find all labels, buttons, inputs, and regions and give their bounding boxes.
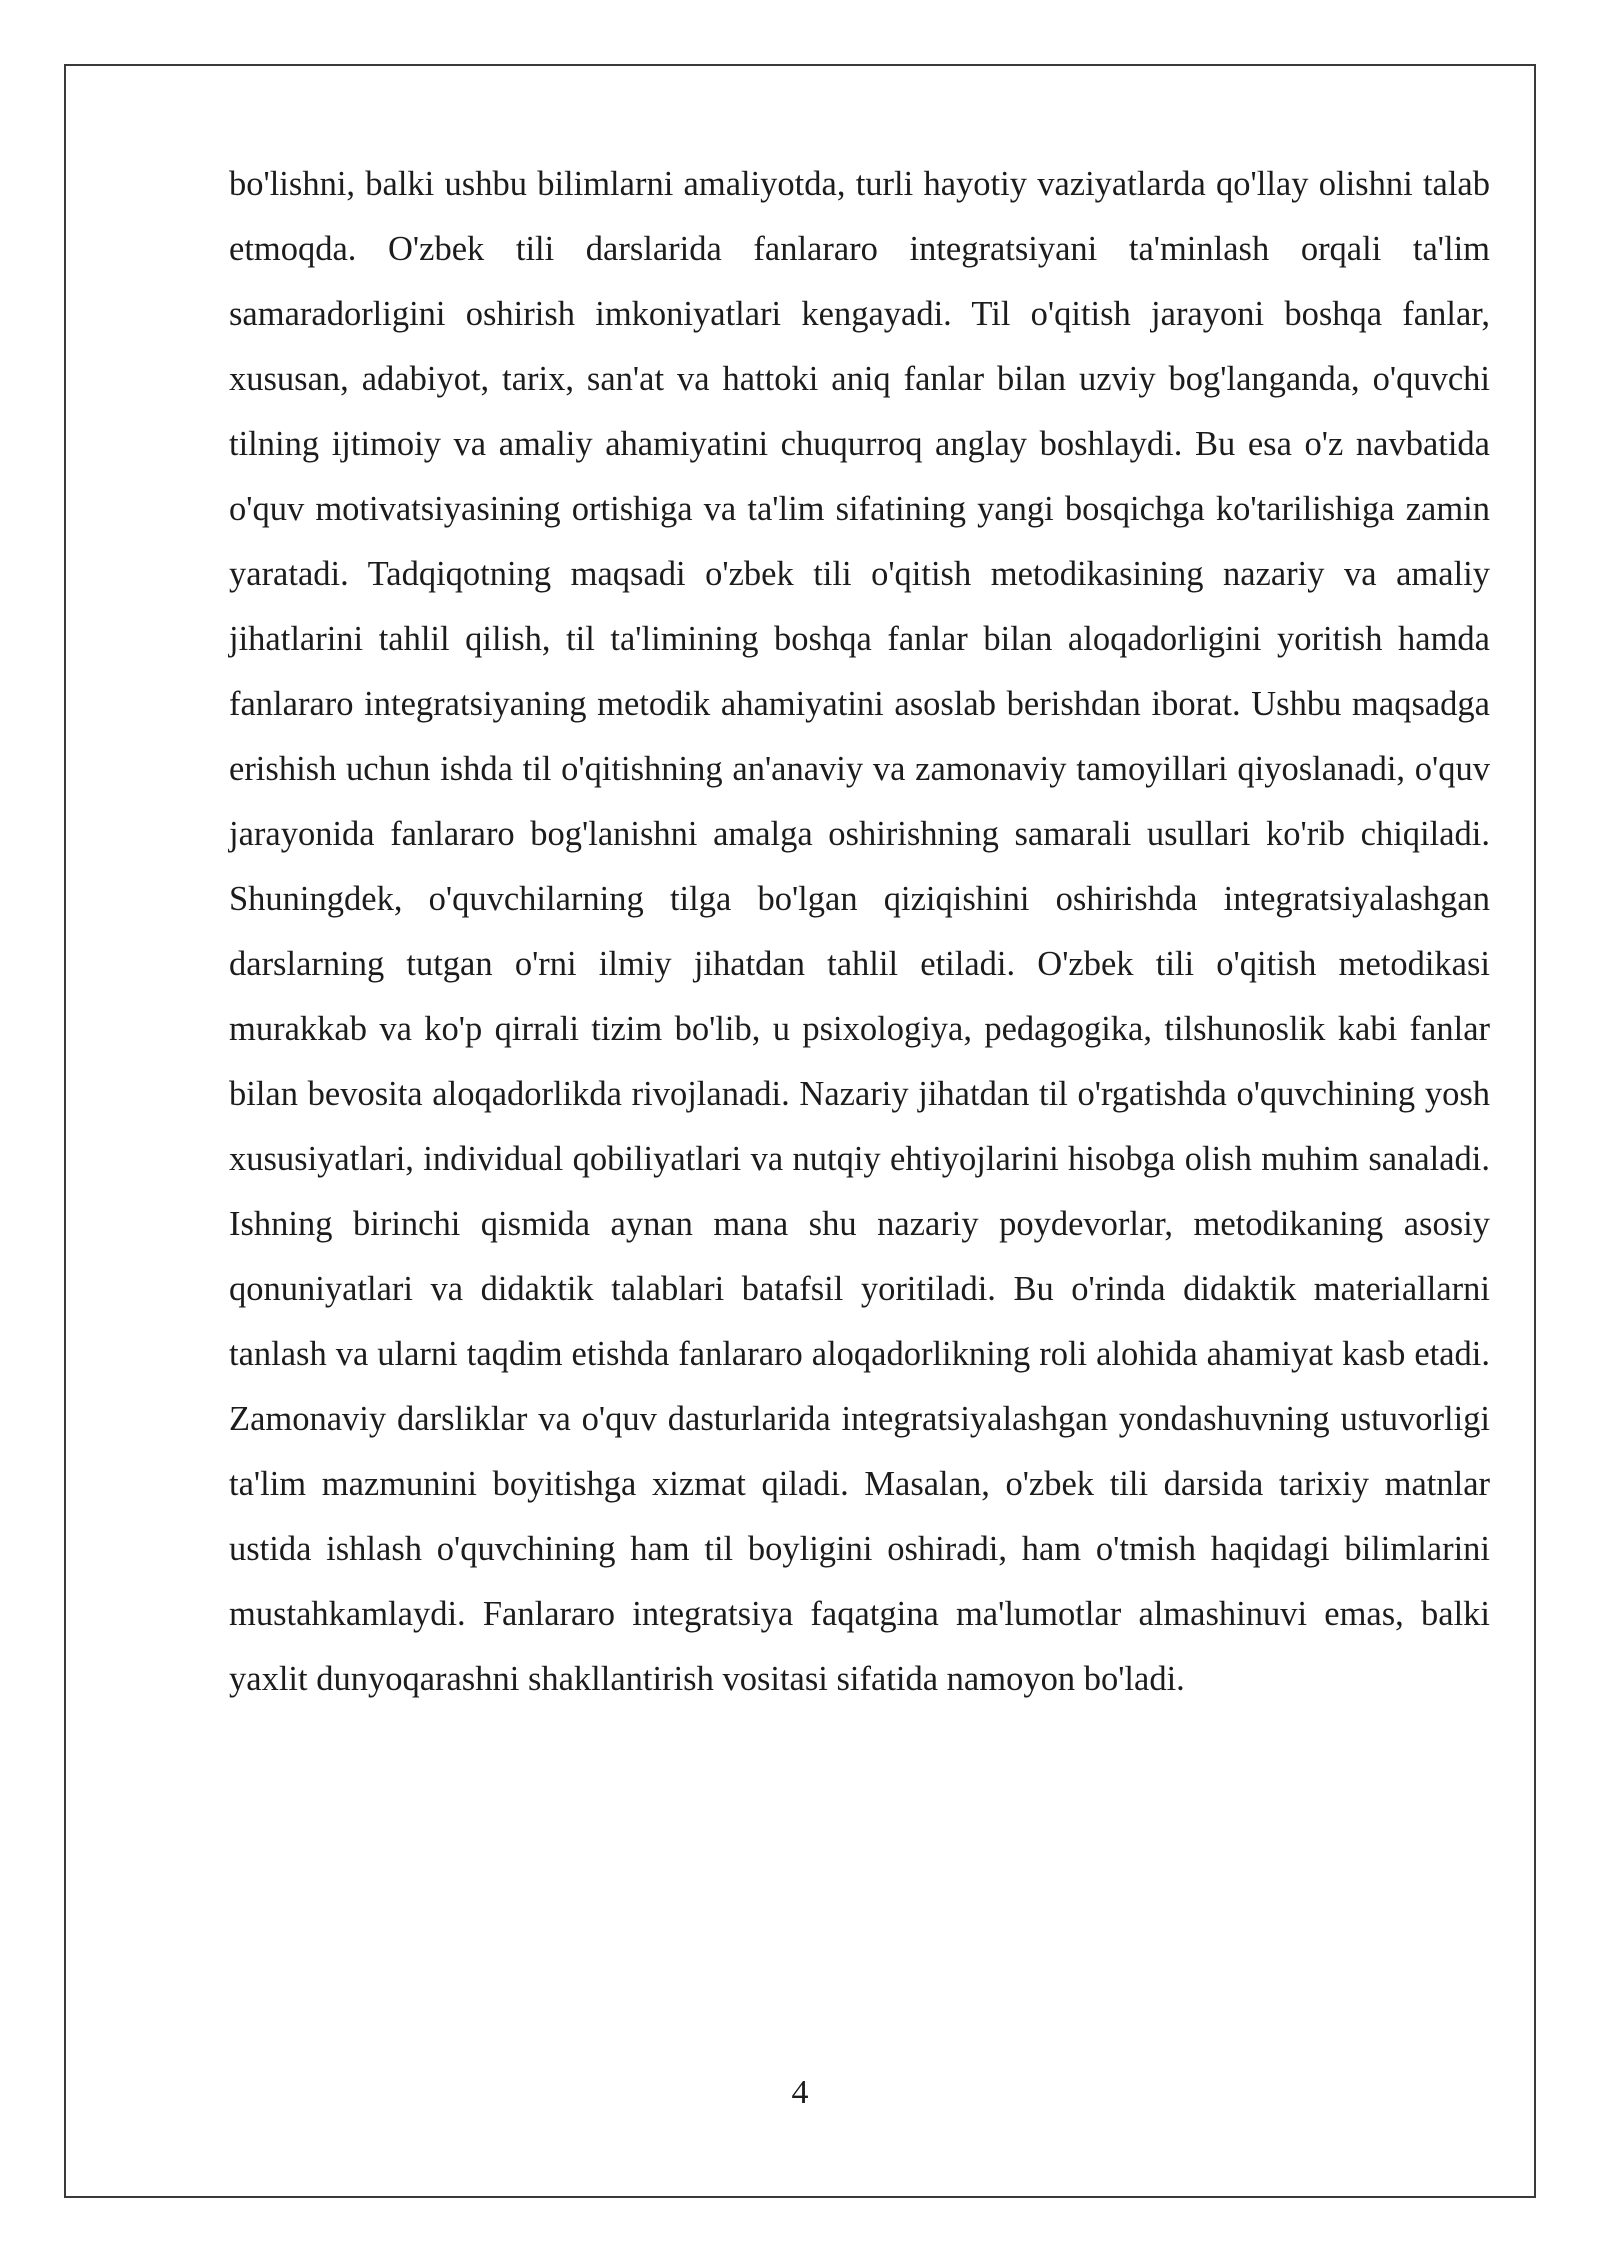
page-number: 4 (791, 2074, 809, 2111)
body-paragraph: bo'lishni, balki ushbu bilimlarni amaliyotda, turli hayotiy vaziyatlarda qo'llay olishni talab etmoqda. O'zbek tili darslarida fanlararo integratsiyani ta'minlash orqali ta'lim samaradorligini oshirish imkoniyatlari kengayadi. Til o'qitish jarayoni boshqa fanlar, xususan, adabiyot, tarix, san'at va hattoki aniq fanlar bilan uzviy bog'langanda, o'quvchi tilning ijtimoiy va amaliy ahamiyatini chuqurroq anglay boshlaydi. Bu esa o'z navbatida o'quv motivatsiyasining ortishiga va ta'lim sifatining yangi bosqichga ko'tarilishiga zamin yaratadi. Tadqiqotning maqsadi o'zbek tili o'qitish metodikasining nazariy va amaliy jihatlarini tahlil qilish, til ta'limining boshqa fanlar bilan aloqadorligini yoritish hamda fanlararo integratsiyaning metodik ahamiyatini asoslab berishdan iborat. Ushbu maqsadga erishish uchun ishda til o'qitishning an'anaviy va zamonaviy tamoyillari qiyoslanadi, o'quv jarayonida fanlararo bog'lanishni amalga oshirishning samarali usullari ko'rib chiqiladi. Shuningdek, o'quvchilarning tilga bo'lgan qiziqishini oshirishda integratsiyalashgan darslarning tutgan o'rni ilmiy jihatdan tahlil etiladi. O'zbek tili o'qitish metodikasi murakkab va ko'p qirrali tizim bo'lib, u psixologiya, pedagogika, tilshunoslik kabi fanlar bilan bevosita aloqadorlikda rivojlanadi. Nazariy jihatdan til o'rgatishda o'quvchining yosh xususiyatlari, individual qobiliyatlari va nutqiy ehtiyojlarini hisobga olish muhim sanaladi. Ishning birinchi qismida aynan mana shu nazariy poydevorlar, metodikaning asosiy qonuniyatlari va didaktik talablari batafsil yoritiladi. Bu o'rinda didaktik materiallarni tanlash va ularni taqdim etishda fanlararo aloqadorlikning roli alohida ahamiyat kasb etadi. Zamonaviy darsliklar va o'quv dasturlarida integratsiyalashgan yondashuvning ustuvorligi ta'lim mazmunini boyitishga xizmat qiladi. Masalan, o'zbek tili darsida tarixiy matnlar ustida ishlash o'quvchining ham til boyligini oshiradi, ham o'tmish haqidagi bilimlarini mustahkamlaydi. Fanlararo integratsiya faqatgina ma'lumotlar almashinuvi emas, balki yaxlit dunyoqarashni shakllantirish vositasi sifatida namoyon bo'ladi. (229, 165, 1490, 1698)
